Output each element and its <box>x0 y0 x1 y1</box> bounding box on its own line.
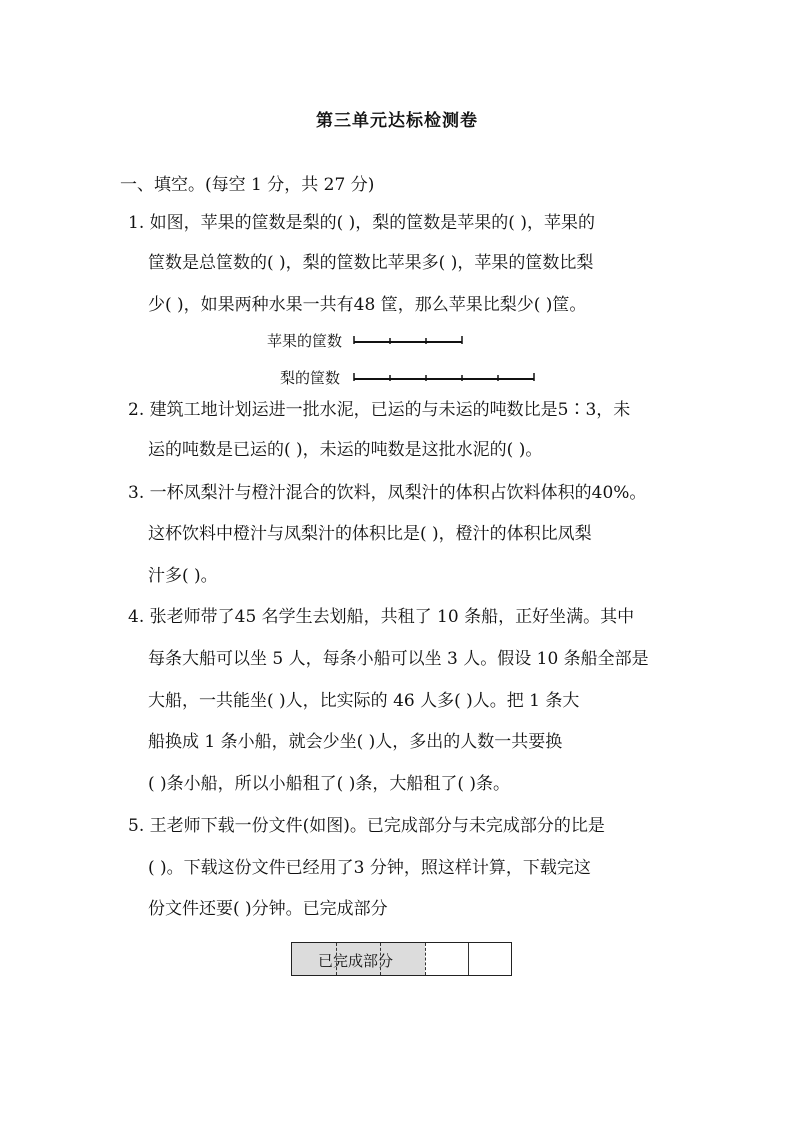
q3-line-3: 汁多( )。 <box>148 566 218 586</box>
download-done-label: 已完成部分 <box>318 952 394 970</box>
page-title: 第三单元达标检测卷 <box>316 111 478 131</box>
q1-line-1: 1. 如图，苹果的筐数是梨的( )，梨的筐数是苹果的( )，苹果的 <box>128 213 595 233</box>
q1-line-3: 少( )，如果两种水果一共有48 筐，那么苹果比梨少( )筐。 <box>148 295 587 315</box>
q4-line-1: 4. 张老师带了45 名学生去划船，共租了 10 条船，正好坐满。其中 <box>128 607 635 627</box>
apple-bar-label: 苹果的筐数 <box>267 332 343 350</box>
q5-line-1: 5. 王老师下载一份文件(如图)。已完成部分与未完成部分的比是 <box>128 816 605 836</box>
download-progress-figure <box>291 942 512 976</box>
q2-line-1: 2. 建筑工地计划运进一批水泥，已运的与未运的吨数比是5∶3，未 <box>128 400 631 420</box>
q4-line-2: 每条大船可以坐 5 人，每条小船可以坐 3 人。假设 10 条船全部是 <box>148 649 649 669</box>
q3-line-2: 这杯饮料中橙汁与凤梨汁的体积比是( )，橙汁的体积比凤梨 <box>148 524 592 544</box>
q5-line-3: 份文件还要( )分钟。已完成部分 <box>148 899 388 919</box>
section-heading: 一、填空。(每空 1 分，共 27 分) <box>120 175 375 195</box>
q2-line-2: 运的吨数是已运的( )，未运的吨数是这批水泥的( )。 <box>148 440 543 460</box>
q4-line-5: ( )条小船，所以小船租了( )条，大船租了( )条。 <box>148 774 511 794</box>
pear-bar-label: 梨的筐数 <box>280 369 341 387</box>
pear-bar <box>354 371 538 385</box>
q4-line-4: 船换成 1 条小船，就会少坐( )人，多出的人数一共要换 <box>148 732 563 752</box>
q1-line-2: 筐数是总筐数的( )，梨的筐数比苹果多( )，苹果的筐数比梨 <box>148 253 594 273</box>
apple-bar <box>354 334 464 348</box>
download-part-divider <box>425 943 426 975</box>
q5-line-2: ( )。下载这份文件已经用了3 分钟，照这样计算，下载完这 <box>148 858 591 878</box>
q3-line-1: 3. 一杯凤梨汁与橙汁混合的饮料，凤梨汁的体积占饮料体积的40%。 <box>128 483 647 503</box>
download-part-divider <box>468 943 469 975</box>
q4-line-3: 大船，一共能坐( )人，比实际的 46 人多( )人。把 1 条大 <box>148 691 580 711</box>
